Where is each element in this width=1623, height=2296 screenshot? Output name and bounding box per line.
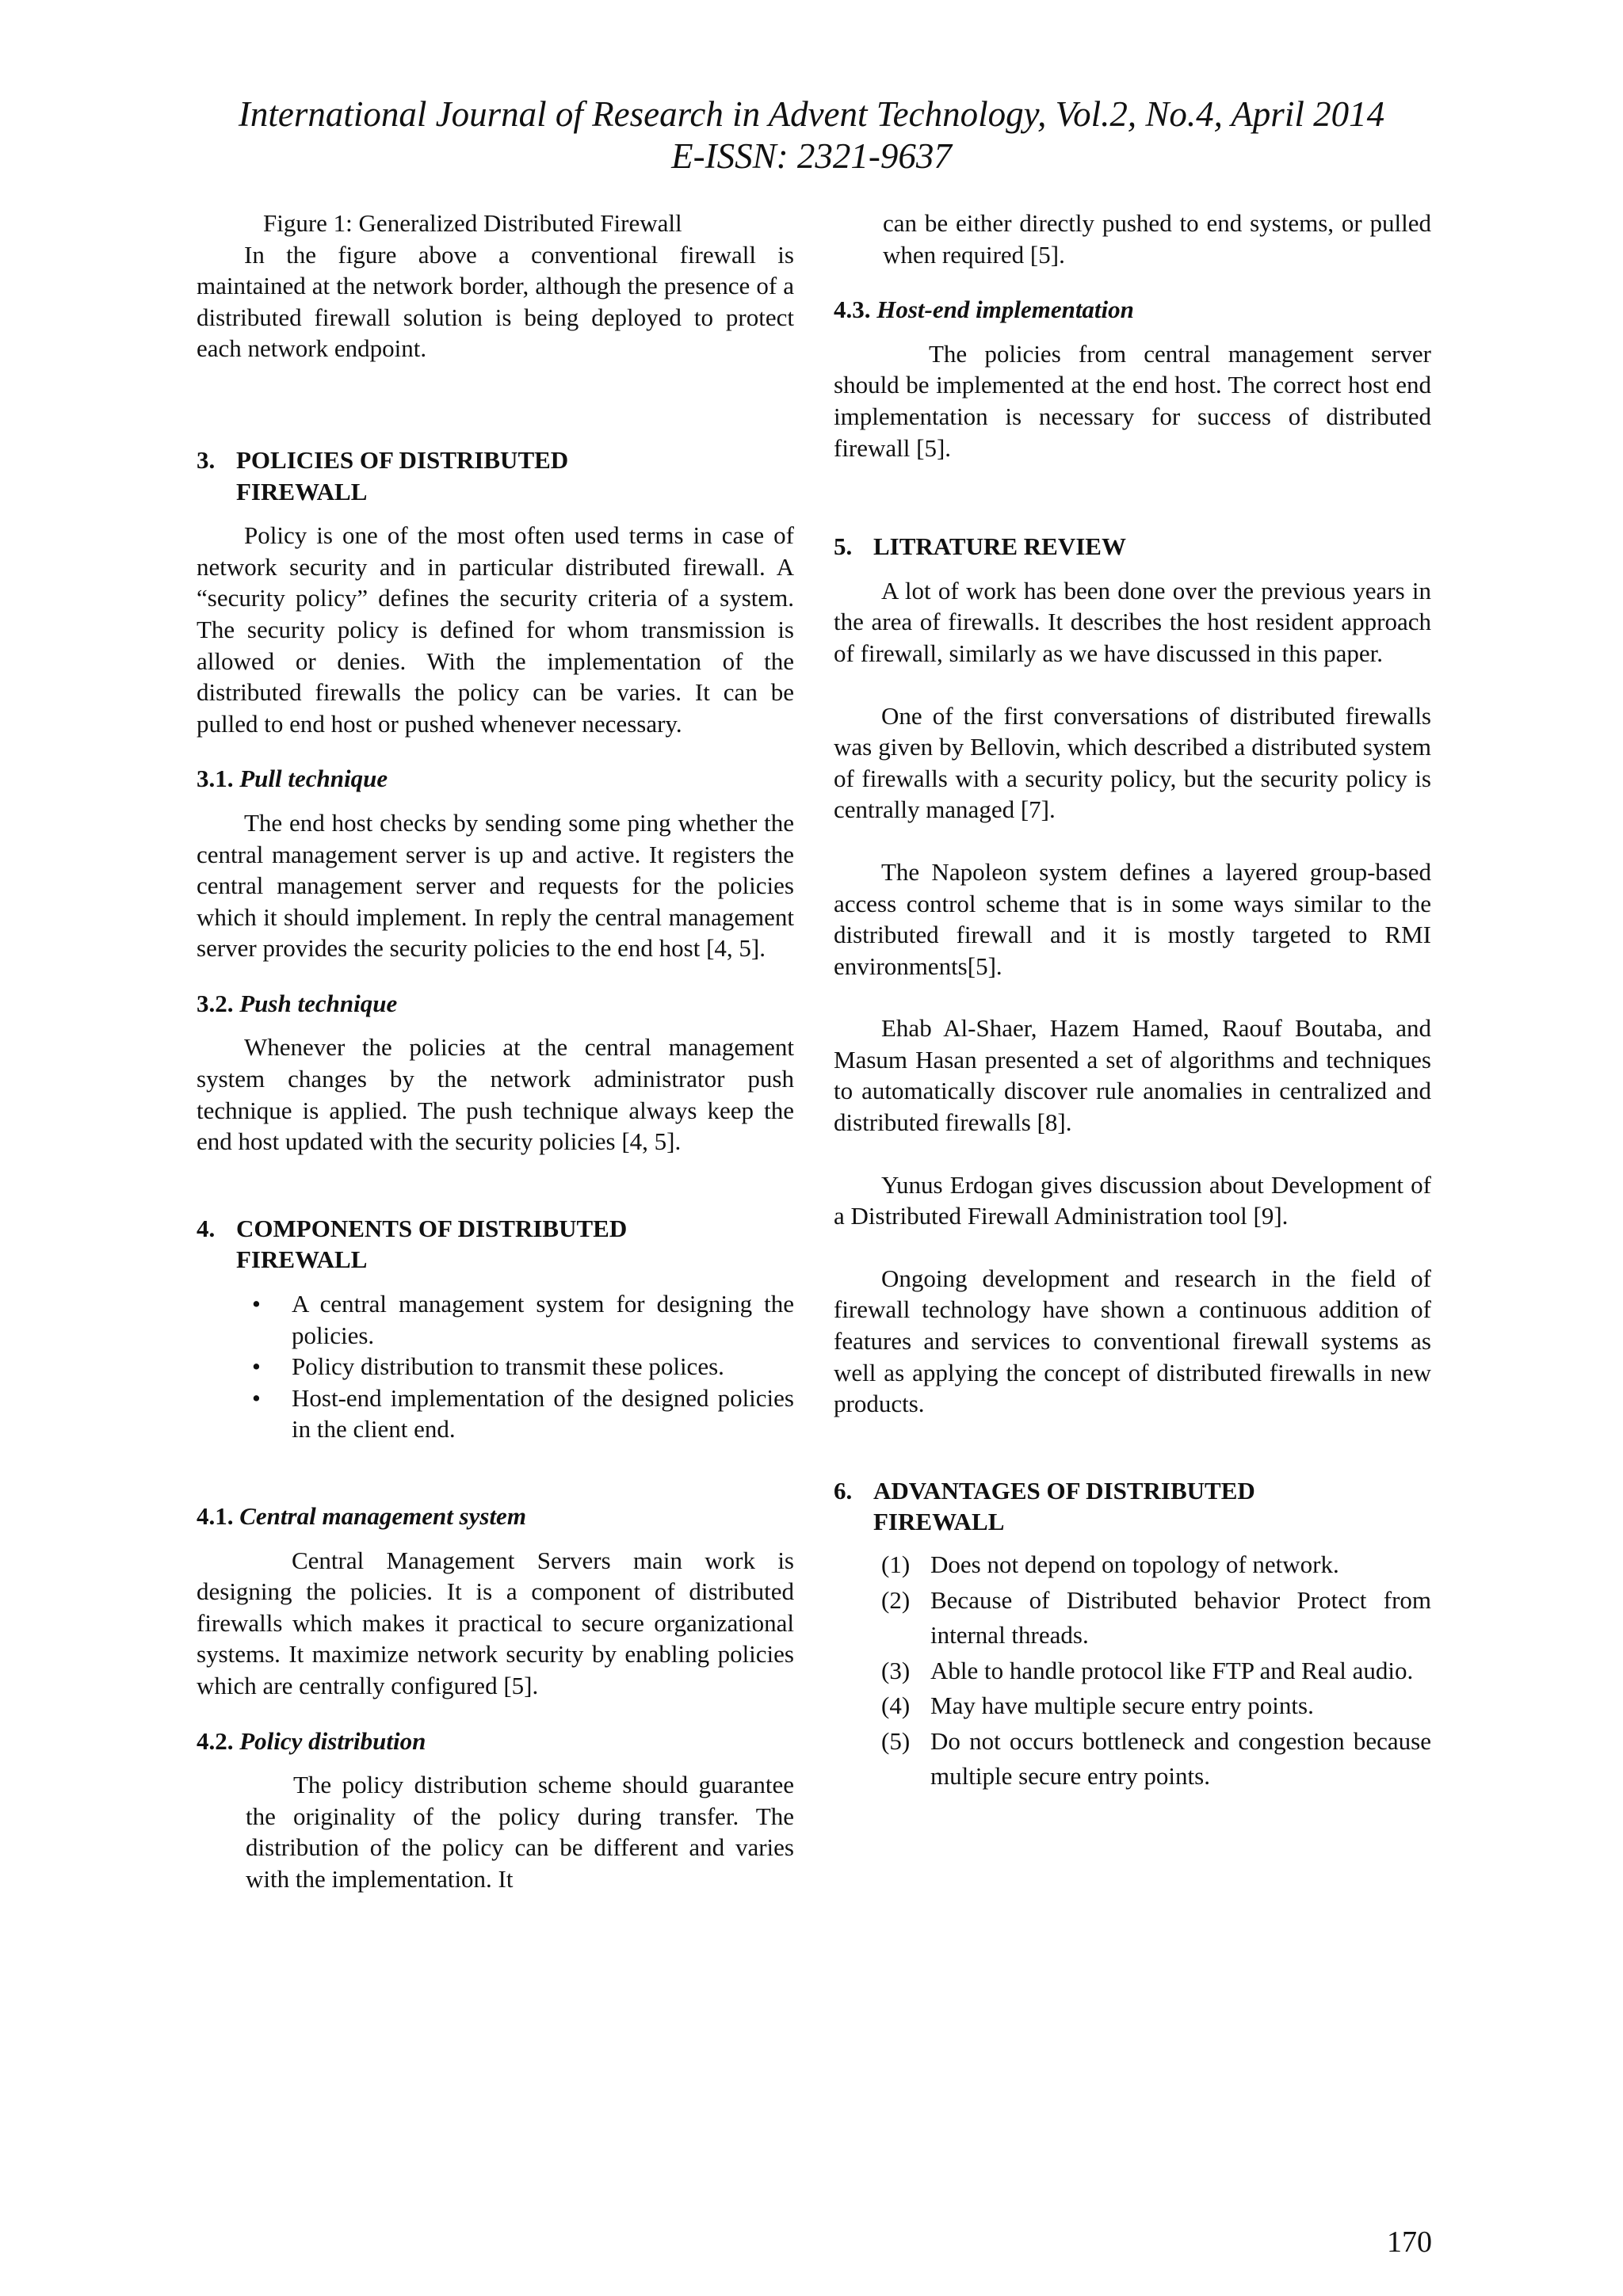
subsection-number: 3.1.: [197, 765, 234, 793]
section-title-line1: ADVANTAGES OF DISTRIBUTED: [873, 1476, 1255, 1505]
journal-issn: E-ISSN: 2321-9637: [671, 136, 952, 176]
page-number: 170: [1387, 2225, 1432, 2259]
review-paragraph: A lot of work has been done over the previous years in the area of firewalls. It describes the host resident approach of firewall, similarly as we have discussed in this paper.: [834, 576, 1431, 667]
review-paragraph: Ehab Al-Shaer, Hazem Hamed, Raouf Boutaba, and Masum Hasan presented a set of algorithms and techniques to automatically discover rule anomalies in centralized and distributed firewalls [8].: [834, 1014, 1431, 1137]
subsection-title: Host-end implementation: [876, 296, 1134, 324]
subsection-number: 4.2.: [197, 1726, 234, 1755]
subsection-title: Central management system: [239, 1502, 526, 1530]
section-4-heading: [197, 1213, 794, 1276]
section-title: LITRATURE REVIEW: [873, 532, 1126, 561]
review-paragraph: The Napoleon system defines a layered group-based access control scheme that is in some ways similar to the distributed firewall and it is mostly targeted to RMI environments[5].: [834, 857, 1431, 980]
review-paragraph: Ongoing development and research in the field of firewall technology have shown a continuous addition of features and services to conventional firewall systems as well as applying the concept of distributed firewalls in new products.: [834, 1264, 1431, 1418]
section-4-2-paragraph: The policy distribution scheme should guarantee the originality of the policy during transfer. The distribution of the policy can be different and varies with the implementation. It: [246, 1771, 794, 1893]
list-item: (1) Does not depend on topology of network.: [881, 1550, 1339, 1578]
subsection-title: Policy distribution: [239, 1726, 426, 1755]
list-item: (3) Able to handle protocol like FTP and Real audio.: [881, 1656, 1414, 1684]
review-paragraph: Yunus Erdogan gives discussion about Development of a Distributed Firewall Administration tool [9].: [834, 1170, 1431, 1230]
section-title-line1: COMPONENTS OF DISTRIBUTED: [236, 1214, 628, 1242]
list-item: • A central management system for designing the policies.: [292, 1288, 794, 1351]
section-title-line1: POLICIES OF DISTRIBUTED: [236, 445, 569, 474]
section-5-heading: [834, 531, 1431, 563]
review-paragraph: One of the first conversations of distributed firewalls was given by Bellovin, which described a distributed system of firewalls with a security policy, but the security policy is centrally managed [7].: [834, 701, 1431, 824]
section-title-line2: FIREWALL: [873, 1508, 1005, 1536]
intro-paragraph: In the figure above a conventional firewall is maintained at the network border, although the presence of a distributed firewall solution is being deployed to protect each network endpoint.: [197, 240, 794, 363]
journal-header: [0, 93, 1623, 177]
section-4-1-paragraph: Central Management Servers main work is designing the policies. It is a component of distributed firewalls which makes it practical to secure organizational systems. It maximize network security by enabling policies which are centrally configured [5].: [197, 1546, 794, 1699]
subsection-number: 4.1.: [197, 1502, 234, 1530]
section-3-2-heading: [197, 988, 794, 1020]
section-3-1-paragraph: The end host checks by sending some ping whether the central management server is up and active. It registers the central management server and requests for the policies which it should implement. In reply the central management server provides the security policies to the end host [4, 5].: [197, 808, 794, 963]
section-3-heading: [197, 444, 794, 507]
right-column: [834, 208, 1431, 1794]
left-column: [197, 208, 794, 1895]
section-6-heading: [834, 1475, 1431, 1538]
advantages-list: [834, 1547, 1431, 1794]
subsection-number: 3.2.: [197, 989, 234, 1017]
journal-title: International Journal of Research in Advent Technology, Vol.2, No.4, April 2014: [238, 94, 1385, 134]
section-3-2-paragraph: Whenever the policies at the central management system changes by the network administrator push technique is applied. The push technique always keep the end host updated with the security policies [4, 5].: [197, 1033, 794, 1156]
list-item: • Policy distribution to transmit these polices.: [292, 1351, 794, 1383]
section-number: 6.: [834, 1476, 853, 1505]
section-number: 4.: [197, 1214, 216, 1242]
section-title-line2: FIREWALL: [236, 1245, 368, 1274]
list-item: (2) Because of Distributed behavior Protect from internal threads.: [881, 1585, 1431, 1649]
section-number: 3.: [197, 445, 216, 474]
list-item: • Host-end implementation of the designed policies in the client end.: [292, 1383, 794, 1445]
continued-paragraph: can be either directly pushed to end systems, or pulled when required [5].: [883, 209, 1431, 269]
section-4-1-heading: [197, 1501, 794, 1532]
subsection-title: Push technique: [239, 989, 398, 1017]
components-list: [197, 1288, 794, 1445]
list-item: (4) May have multiple secure entry points.: [881, 1691, 1314, 1719]
section-3-paragraph: Policy is one of the most often used terms in case of network security and in particular distributed firewall. A “security policy” defines the security criteria of a system. The security policy is defined for whom transmission is allowed or denies. With the implementation of the distributed firewalls the policy can be varies. It can be pulled to end host or pushed whenever necessary.: [197, 521, 794, 738]
section-3-1-heading: [197, 763, 794, 795]
section-number: 5.: [834, 532, 853, 561]
section-4-2-heading: [197, 1726, 794, 1757]
section-4-3-heading: [834, 294, 1431, 326]
section-title-line2: FIREWALL: [236, 477, 368, 505]
subsection-number: 4.3.: [834, 296, 871, 324]
section-4-3-paragraph: The policies from central management server should be implemented at the end host. The correct host end implementation is necessary for success of distributed firewall [5].: [834, 339, 1431, 462]
subsection-title: Pull technique: [239, 765, 388, 793]
figure-caption: Figure 1: Generalized Distributed Firewall: [263, 209, 682, 237]
list-item: (5) Do not occurs bottleneck and congestion because multiple secure entry points.: [881, 1726, 1431, 1790]
